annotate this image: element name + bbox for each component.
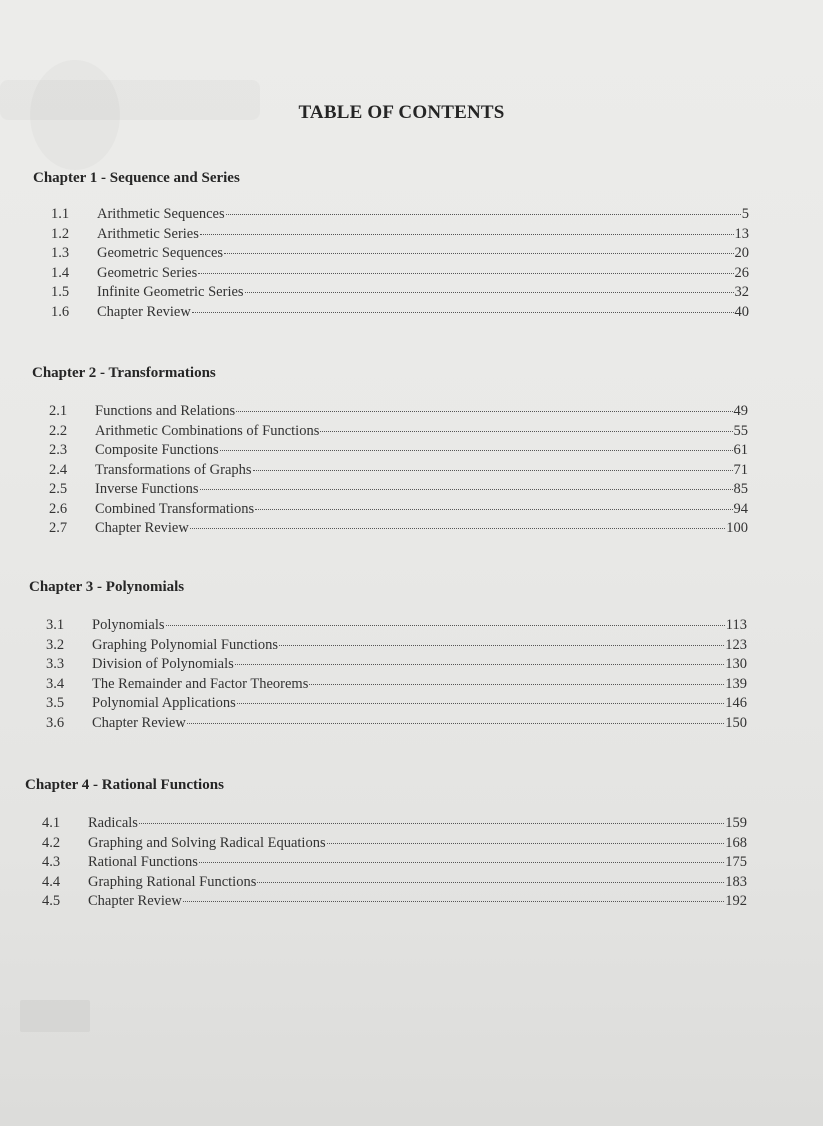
toc-entry[interactable] [25, 874, 747, 894]
dot-leader [245, 292, 734, 293]
page-number: 113 [725, 617, 747, 633]
dot-leader [236, 411, 732, 412]
dot-leader [253, 470, 733, 471]
page-number: 5 [741, 206, 749, 222]
toc-entry[interactable] [29, 676, 747, 696]
toc-entry[interactable] [32, 462, 748, 482]
section-number: 3.5 [46, 695, 65, 711]
toc-entry[interactable] [29, 617, 747, 637]
page-number: 150 [725, 714, 747, 731]
dot-leader [327, 843, 725, 844]
section-number: 2.5 [49, 481, 68, 497]
dot-leader [198, 273, 733, 274]
page-number: 192 [725, 893, 747, 909]
section-number: 1.4 [51, 264, 70, 281]
section-number: 4.5 [42, 893, 61, 909]
section-number: 1.3 [51, 245, 70, 261]
toc-entry[interactable] [34, 284, 749, 304]
dot-leader [166, 625, 725, 626]
chapter-3 [29, 579, 747, 734]
dot-leader [257, 882, 724, 883]
section-list [33, 206, 749, 323]
toc-entry[interactable] [25, 835, 747, 855]
page-number: 159 [725, 815, 747, 831]
section-number: 4.2 [42, 834, 61, 851]
section-title: Inverse Functions [95, 481, 199, 497]
dot-leader [200, 234, 734, 235]
section-number: 3.1 [46, 617, 65, 633]
section-title: Arithmetic Sequences [97, 206, 225, 222]
chapter-heading: Chapter 1 - Sequence and Series [33, 170, 240, 186]
toc-entry[interactable] [32, 520, 748, 540]
section-title: Infinite Geometric Series [97, 284, 244, 300]
section-title: Polynomial Applications [92, 695, 236, 711]
section-number: 3.2 [46, 636, 65, 653]
section-title: Chapter Review [88, 893, 182, 909]
section-number: 3.4 [46, 675, 65, 692]
page-number: 146 [725, 695, 747, 711]
section-number: 1.5 [51, 284, 70, 300]
chapter-heading: Chapter 4 - Rational Functions [25, 777, 224, 793]
section-title: Functions and Relations [95, 403, 236, 419]
chapter-1 [33, 170, 749, 323]
section-title: Division of Polynomials [92, 656, 234, 672]
dot-leader [190, 528, 725, 529]
chapter-4 [25, 777, 747, 913]
section-title: Polynomials [92, 617, 165, 633]
section-title: Arithmetic Series [97, 225, 199, 242]
page-number: 61 [733, 442, 748, 458]
page-number: 183 [725, 873, 747, 890]
section-number: 1.1 [51, 206, 70, 222]
toc-entry[interactable] [34, 226, 749, 246]
toc-entry[interactable] [32, 501, 748, 521]
section-title: Chapter Review [95, 520, 189, 536]
chapter-heading: Chapter 2 - Transformations [32, 365, 216, 381]
dot-leader [199, 862, 724, 863]
section-number: 4.3 [42, 854, 61, 870]
dot-leader [183, 901, 724, 902]
section-number: 2.1 [49, 403, 68, 419]
chapter-2 [32, 365, 748, 540]
page-number: 26 [734, 264, 749, 281]
toc-entry[interactable] [25, 815, 747, 835]
page-number: 49 [733, 403, 748, 419]
dot-leader [200, 489, 733, 490]
section-number: 2.4 [49, 461, 68, 478]
section-number: 3.3 [46, 656, 65, 672]
page-number: 100 [726, 520, 748, 536]
page-number: 40 [734, 303, 749, 320]
dot-leader [220, 450, 733, 451]
toc-entry[interactable] [34, 304, 749, 324]
toc-entry[interactable] [25, 893, 747, 913]
section-title: Graphing and Solving Radical Equations [88, 834, 326, 851]
page-number: 94 [733, 500, 748, 517]
page-number: 55 [733, 422, 748, 439]
section-title: Chapter Review [97, 303, 191, 320]
toc-entry[interactable] [34, 245, 749, 265]
toc-entry[interactable] [29, 656, 747, 676]
dot-leader [255, 509, 732, 510]
section-title: Chapter Review [92, 714, 186, 731]
section-list [29, 617, 747, 734]
dot-leader [226, 214, 741, 215]
page-number: 85 [733, 481, 748, 497]
dot-leader [309, 684, 724, 685]
toc-entry[interactable] [34, 265, 749, 285]
dot-leader [139, 823, 724, 824]
page-number: 20 [734, 245, 749, 261]
section-number: 2.2 [49, 422, 68, 439]
page-title: TABLE OF CONTENTS [298, 101, 505, 123]
section-number: 2.6 [49, 500, 68, 517]
section-title: Geometric Series [97, 264, 198, 281]
page-number: 71 [733, 461, 748, 478]
dot-leader [224, 253, 733, 254]
section-number: 3.6 [46, 714, 65, 731]
toc-entry[interactable] [32, 403, 748, 423]
dot-leader [237, 703, 724, 704]
dot-leader [192, 312, 734, 313]
toc-entry[interactable] [32, 423, 748, 443]
toc-entry[interactable] [32, 481, 748, 501]
section-title: Radicals [88, 815, 138, 831]
page-number: 168 [725, 834, 747, 851]
dot-leader [187, 723, 724, 724]
section-number: 4.4 [42, 873, 61, 890]
page-number: 32 [734, 284, 749, 300]
toc-entry[interactable] [29, 637, 747, 657]
toc-entry[interactable] [32, 442, 748, 462]
toc-entry[interactable] [34, 206, 749, 226]
page-number: 139 [725, 675, 747, 692]
section-list [25, 815, 747, 913]
section-title: Arithmetic Combinations of Functions [95, 422, 320, 439]
page-number: 130 [725, 656, 747, 672]
section-title: Geometric Sequences [97, 245, 224, 261]
section-title: The Remainder and Factor Theorems [92, 675, 309, 692]
section-number: 1.2 [51, 225, 70, 242]
section-number: 4.1 [42, 815, 61, 831]
dot-leader [320, 431, 732, 432]
chapter-heading: Chapter 3 - Polynomials [29, 579, 185, 595]
toc-entry[interactable] [29, 715, 747, 735]
section-number: 2.3 [49, 442, 68, 458]
dot-leader [279, 645, 724, 646]
toc-entry[interactable] [29, 695, 747, 715]
section-title: Graphing Polynomial Functions [92, 636, 279, 653]
section-title: Rational Functions [88, 854, 198, 870]
section-list [32, 403, 748, 540]
toc-entry[interactable] [25, 854, 747, 874]
section-number: 1.6 [51, 303, 70, 320]
page-number: 123 [725, 636, 747, 653]
section-title: Composite Functions [95, 442, 219, 458]
section-title: Transformations of Graphs [95, 461, 252, 478]
dot-leader [235, 664, 724, 665]
bleed-through-shadow [20, 1000, 90, 1032]
section-number: 2.7 [49, 520, 68, 536]
page-number: 13 [734, 225, 749, 242]
section-title: Combined Transformations [95, 500, 255, 517]
section-title: Graphing Rational Functions [88, 873, 257, 890]
page-number: 175 [725, 854, 747, 870]
